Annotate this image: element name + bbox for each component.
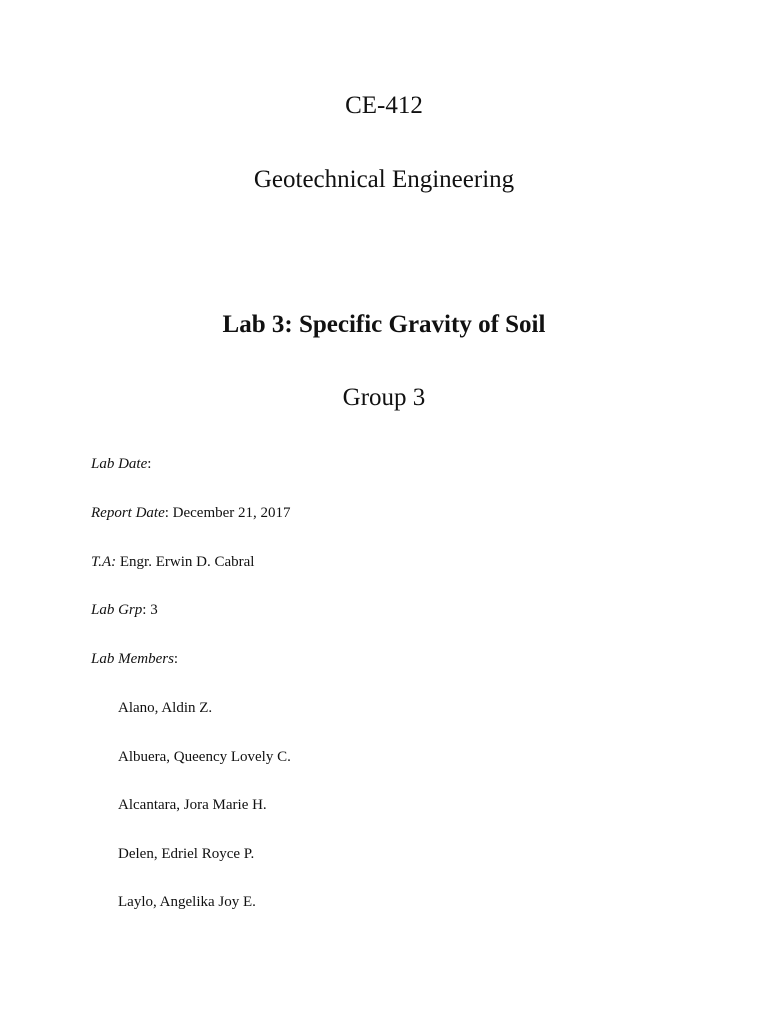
course-name: Geotechnical Engineering — [253, 166, 515, 193]
lab-member: Albuera, Queency Lovely C. — [118, 749, 291, 765]
lab-member: Alcantara, Jora Marie H. — [118, 797, 267, 813]
ta-label: T.A: — [91, 554, 117, 570]
ta-field — [91, 554, 254, 571]
course-code: CE-412 — [345, 92, 423, 119]
lab-members-field — [91, 651, 178, 668]
lab-members-separator: : — [173, 651, 179, 667]
report-date-label: Report Date — [91, 505, 165, 521]
lab-grp-label: Lab Grp — [91, 602, 143, 618]
lab-member: Laylo, Angelika Joy E. — [118, 894, 256, 910]
lab-title: Lab 3: Specific Gravity of Soil — [222, 311, 546, 338]
lab-date-field — [91, 456, 151, 473]
lab-date-label: Lab Date — [91, 456, 148, 472]
lab-members-label: Lab Members — [91, 651, 174, 667]
lab-member: Delen, Edriel Royce P. — [118, 846, 255, 862]
lab-date-separator: : — [147, 456, 152, 472]
lab-grp-value: 3 — [146, 602, 158, 618]
lab-grp-field — [91, 602, 158, 619]
report-date-value: December 21, 2017 — [168, 505, 291, 521]
lab-grp-separator: : — [142, 602, 147, 618]
ta-value: Engr. Erwin D. Cabral — [116, 554, 255, 570]
group-name: Group 3 — [342, 384, 426, 411]
report-date-separator: : — [164, 505, 169, 521]
lab-member: Alano, Aldin Z. — [118, 700, 213, 716]
report-date-field — [91, 505, 291, 522]
